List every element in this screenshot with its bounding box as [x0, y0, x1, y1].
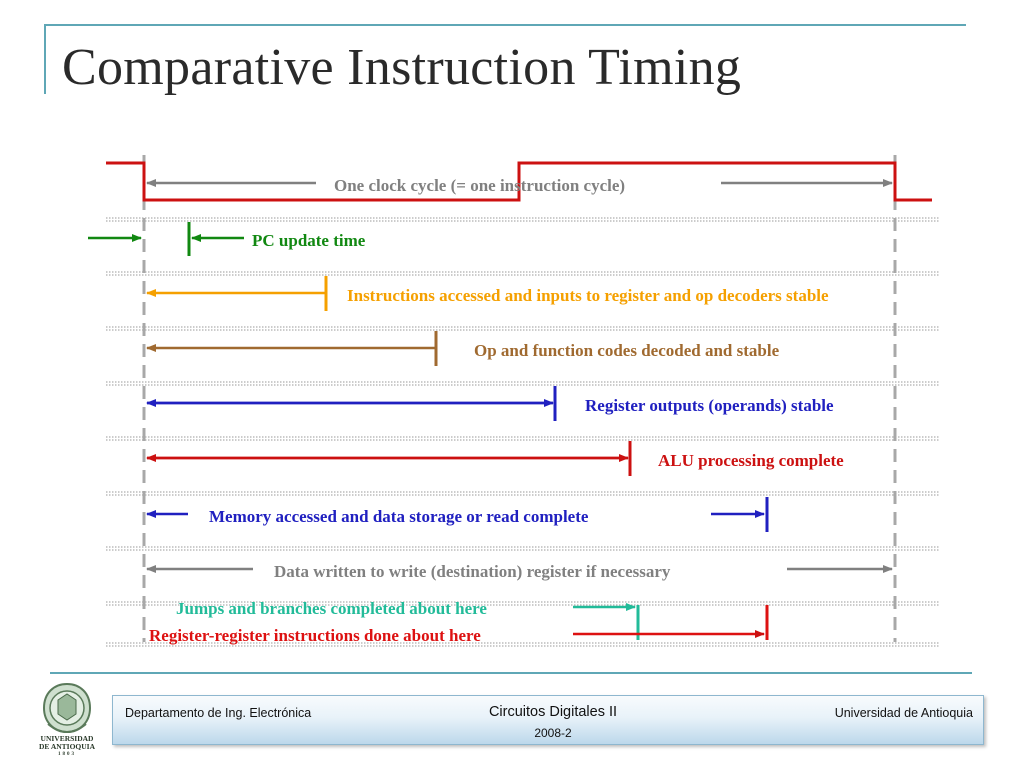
footer-university: Universidad de Antioquia: [834, 706, 973, 720]
regreg-label: Register-register instructions done about here: [149, 626, 481, 645]
university-seal-line1: UNIVERSIDAD: [40, 734, 94, 743]
footer-course: Circuitos Digitales II: [488, 704, 618, 720]
university-seal-text: [30, 735, 104, 759]
footer-bar: [112, 695, 984, 745]
writeback-label: Data written to write (destination) register if necessary: [274, 562, 671, 581]
footer-separator: [50, 672, 972, 674]
clock-cycle-label: One clock cycle (= one instruction cycle): [334, 176, 626, 195]
slide-title: Comparative Instruction Timing: [62, 39, 742, 96]
university-seal-line2: DE ANTIOQUIA: [38, 742, 96, 751]
regout-label: Register outputs (operands) stable: [585, 396, 834, 415]
row-separators: [106, 218, 940, 646]
alu-label: ALU processing complete: [658, 451, 844, 470]
footer-department: Departamento de Ing. Electrónica: [125, 706, 312, 720]
pc-update-label: PC update time: [252, 231, 366, 250]
instr-label: Instructions accessed and inputs to register and op decoders stable: [347, 286, 829, 305]
jumps-label: Jumps and branches completed about here: [176, 599, 487, 618]
opcode-label: Op and function codes decoded and stable: [474, 341, 780, 360]
university-seal-year: 1803: [58, 752, 76, 757]
footer-term: 2008-2: [534, 726, 572, 740]
memory-label: Memory accessed and data storage or read complete: [209, 507, 589, 526]
